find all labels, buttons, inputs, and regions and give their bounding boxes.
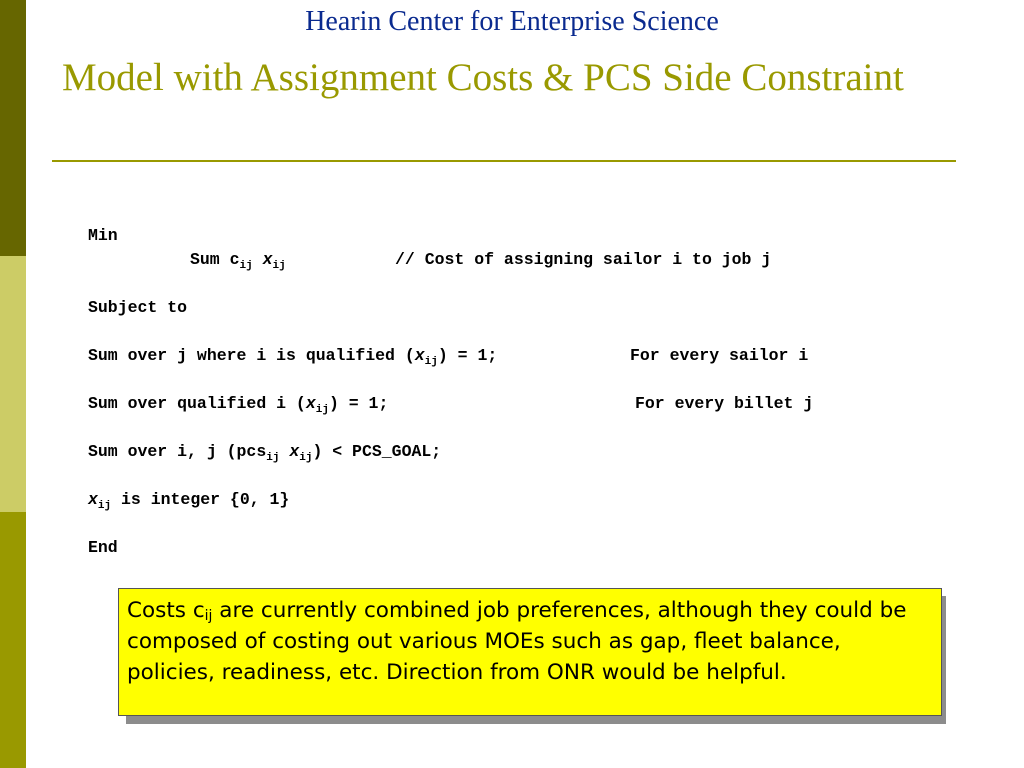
constraint-billet-scope: For every billet j [635,394,814,413]
objective-comment: // Cost of assigning sailor i to job j [395,250,772,269]
objective-sum: Sum c [190,250,240,269]
variable-x: x [414,346,425,365]
note-subscript: ij [204,608,213,624]
constraint-text: ) = 1; [437,346,498,365]
variable-x: x [305,394,316,413]
note-text: Costs c [127,598,205,623]
subscript: ij [266,452,280,464]
constraint-sailor-scope: For every sailor i [630,346,809,365]
constraint-text: ) < PCS_GOAL; [312,442,442,461]
title-divider [52,160,956,162]
slide-header: Hearin Center for Enterprise Science [305,6,719,37]
subscript: ij [424,356,438,368]
constraint-text: Sum over qualified i ( [88,394,306,413]
end-keyword: End [88,538,118,557]
subject-to: Subject to [88,298,188,317]
sidebar-segment-light [0,256,26,512]
slide-title: Model with Assignment Costs & PCS Side Constraint [62,56,904,99]
callout-note [118,588,942,716]
constraint-integer [88,490,290,512]
min-keyword: Min [88,226,118,245]
constraint-text: Sum over j where i is qualified ( [88,346,415,365]
subscript: ij [315,404,329,416]
line-min [88,226,118,245]
variable-x: x [289,442,300,461]
subscript: ij [299,452,313,464]
sidebar-bar [0,0,26,768]
variable-x: x [262,250,273,269]
constraint-sailor [88,346,498,368]
subscript: ij [97,500,112,512]
constraint-pcs [88,442,442,464]
subscript: ij [239,260,253,272]
sidebar-segment-mid [0,512,26,768]
variable-x: x [88,490,98,509]
constraint-text: is integer {0, 1} [111,490,290,509]
line-objective [190,250,286,272]
constraint-billet [88,394,389,416]
subscript: ij [272,260,286,272]
constraint-text: ) = 1; [328,394,389,413]
note-text: are currently combined job preferences, although they could be composed of costing out various MOEs such as gap, fleet balance, policies, readiness, etc. Direction from ONR would be helpful. [127,598,907,685]
constraint-text: Sum over i, j (pcs [88,442,267,461]
